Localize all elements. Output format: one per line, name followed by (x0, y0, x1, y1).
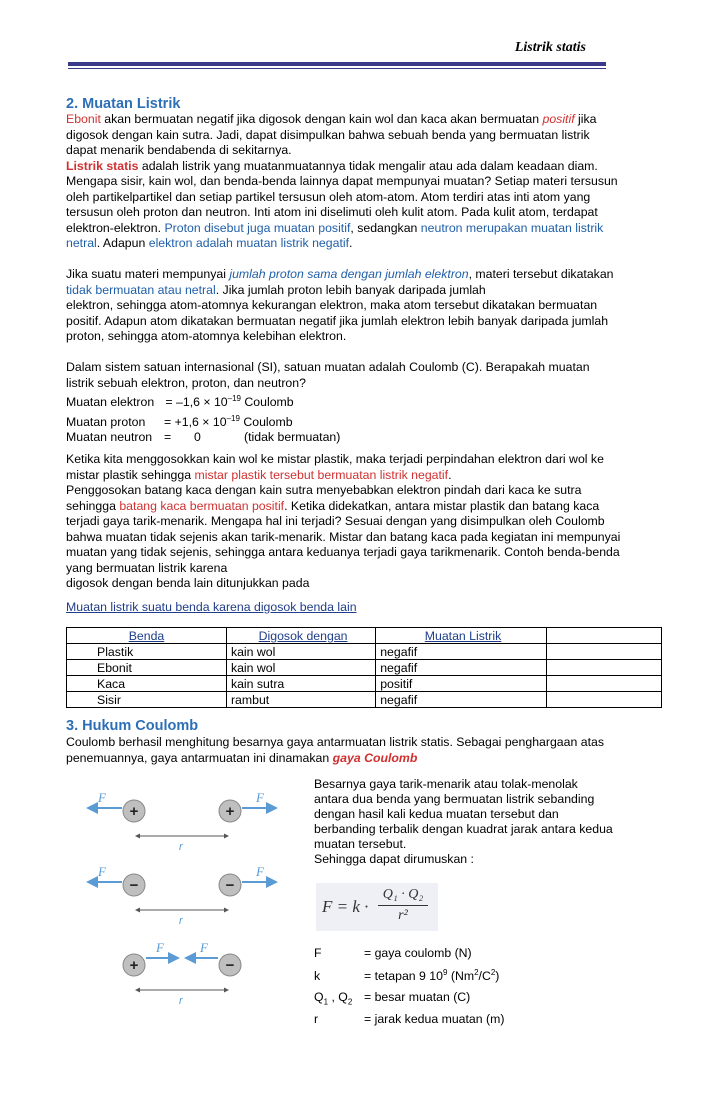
header-title: Listrik statis (514, 40, 586, 55)
paragraph-satuan-si: Dalam sistem satuan internasional (SI), satuan muatan adalah Coulomb (C). Berapakah muatan listrik sebuah elektron, proton, dan neutron? Muatan elektron = $-1,6 \times 10^{-19}$ Coulomb Muatan proton = $+1,6 \times 10^{-19}$ Coulomb Muatan neutron = 0 (tidak bermuatan) (66, 360, 664, 446)
def-Q: $Q_1$ , $Q_2$ = besar muatan (C) (314, 990, 471, 1007)
paragraph-penggosokan: Ketika kita menggosokkan kain wol ke mistar plastik, maka terjadi perpindahan elektron dari wol ke mistar plastik sehingga mistar plastik tersebut bermuatan listrik negatif. Penggosokan batang kaca dengan kain sutra menyebabkan elektron pindah dari kaca ke sutra sehingga batang kaca bermuatan positif. Ketika didekatkan, antara mistar plastik dan batang kaca terjadi gaya tarik-menarik. Mengapa hal ini terjadi? Sesuai dengan yang disimpulkan oleh Coulomb bahwa muatan tidak sejenis akan tarik-menarik. Mistar dan batang kaca pada kegiatan ini mempunyai muatan yang tidak sejenis, sehingga antara keduanya terjadi gaya tarikmenarik. Contoh benda-benda yang bermuatan listrik karena digosok dengan benda lain ditunjukkan pada (66, 452, 621, 590)
muatan-proton-row: Muatan proton = $+1,6 \times 10^{-19}$ Coulomb (66, 413, 293, 429)
table-caption: Muatan listrik suatu benda karena digosok benda lain (66, 600, 357, 614)
muatan-elektron-row: Muatan elektron = $-1,6 \times 10^{-19}$ Coulomb (66, 394, 294, 409)
muatan-table (66, 627, 662, 708)
svg-text:F: F (200, 940, 208, 955)
svg-text:F: F (98, 790, 106, 805)
paragraph-coulomb-law: Besarnya gaya tarik-menarik atau tolak-menolak antara dua benda yang bermuatan listrik sebanding dengan hasil kali kedua muatan tersebut dan berbanding terbalik dengan kuadrat jarak antara kedua muatan tersebut. Sehingga dapat dirumuskan : (314, 777, 613, 866)
svg-text:r: r (179, 995, 183, 1007)
svg-text:F: F (98, 864, 106, 879)
paragraph-netral: Jika suatu materi mempunyai jumlah proton sama dengan jumlah elektron, materi tersebut dikatakan tidak bermuatan atau netral. Jika jumlah proton lebih banyak daripada jumlah elektron, sehingga atom-atomnya kekurangan elektron, maka atom tersebut dikatakan bermuatan positif. Adapun atom dikatakan bermuatan negatif jika jumlah elektron lebih banyak daripada jumlah proton, sehingga atom-atomnya kelebihan elektron. (66, 267, 614, 343)
coulomb-formula: F = k · Q₁ · Q₂ r² (316, 883, 438, 931)
svg-text:+: + (129, 803, 139, 820)
def-r: r = jarak kedua muatan (m) (314, 1012, 505, 1026)
row-minus-minus (88, 864, 276, 927)
svg-text:F: F (156, 940, 164, 955)
table-header-row (67, 628, 662, 644)
svg-text:+: + (129, 957, 139, 974)
row-plus-minus (123, 940, 241, 1007)
svg-text:r: r (179, 915, 183, 927)
def-k: k = tetapan 9 $10^9$ $(Nm^2/C^2)$ (314, 968, 500, 983)
section-title-muatan-listrik: 2. Muatan Listrik (66, 96, 181, 112)
svg-text:F: F (256, 864, 264, 879)
paragraph-muatan-intro: Ebonit akan bermuatan negatif jika digosok dengan kain wol dan kaca akan bermuatan positif jika digosok dengan kain sutra. Jadi, dapat disimpulkan bahwa sebuah benda yang bermuatan listrik dapat menarik bendabenda di sekitarnya. Listrik statis adalah listrik yang muatanmuatannya tidak mengalir atau ada dalam keadaan diam. Mengapa sisir, kain wol, dan benda-benda lainnya dapat mempunyai muatan? Setiap materi tersusun oleh partikelpartikel dan setiap partikel tersusun oleh atom-atom. Atom terdiri atas inti atom yang tersusun oleh proton dan neutron. Inti atom ini diselimuti oleh kulit atom. Pada kulit atom, terdapat elektron-elektron. Proton disebut juga muatan positif, sedangkan neutron merupakan muatan listrik netral. Adapun elektron adalah muatan listrik negatif. (66, 112, 618, 250)
table-header-cell: Muatan Listrik (376, 628, 547, 644)
muatan-neutron-row: Muatan neutron = 0 (tidak bermuatan) (66, 430, 341, 444)
section-title-hukum-coulomb: 3. Hukum Coulomb (66, 718, 199, 734)
svg-text:−: − (225, 957, 235, 974)
table-header-cell: Benda (67, 628, 227, 644)
svg-text:F: F (256, 790, 264, 805)
svg-text:−: − (129, 877, 139, 894)
def-F: F = gaya coulomb (N) (314, 946, 472, 960)
row-plus-plus (88, 790, 276, 853)
svg-text:+: + (225, 803, 235, 820)
table-header-cell: Digosok dengan (226, 628, 375, 644)
table-row: Plastik kain wol negafif (67, 644, 662, 660)
header-rule-thick (68, 62, 606, 66)
svg-text:r: r (179, 841, 183, 853)
table-row: Ebonit kain wol negafif (67, 660, 662, 676)
paragraph-coulomb-intro: Coulomb berhasil menghitung besarnya gaya antarmuatan listrik statis. Sebagai penghargaan atas penemuannya, gaya antarmuatan ini dinamakan gaya Coulomb (66, 735, 604, 765)
header-rule-thin (68, 68, 606, 69)
table-row: Kaca kain sutra positif (67, 676, 662, 692)
svg-text:−: − (225, 877, 235, 894)
coulomb-force-figure (80, 778, 290, 1023)
table-row: Sisir rambut negafif (67, 692, 662, 708)
